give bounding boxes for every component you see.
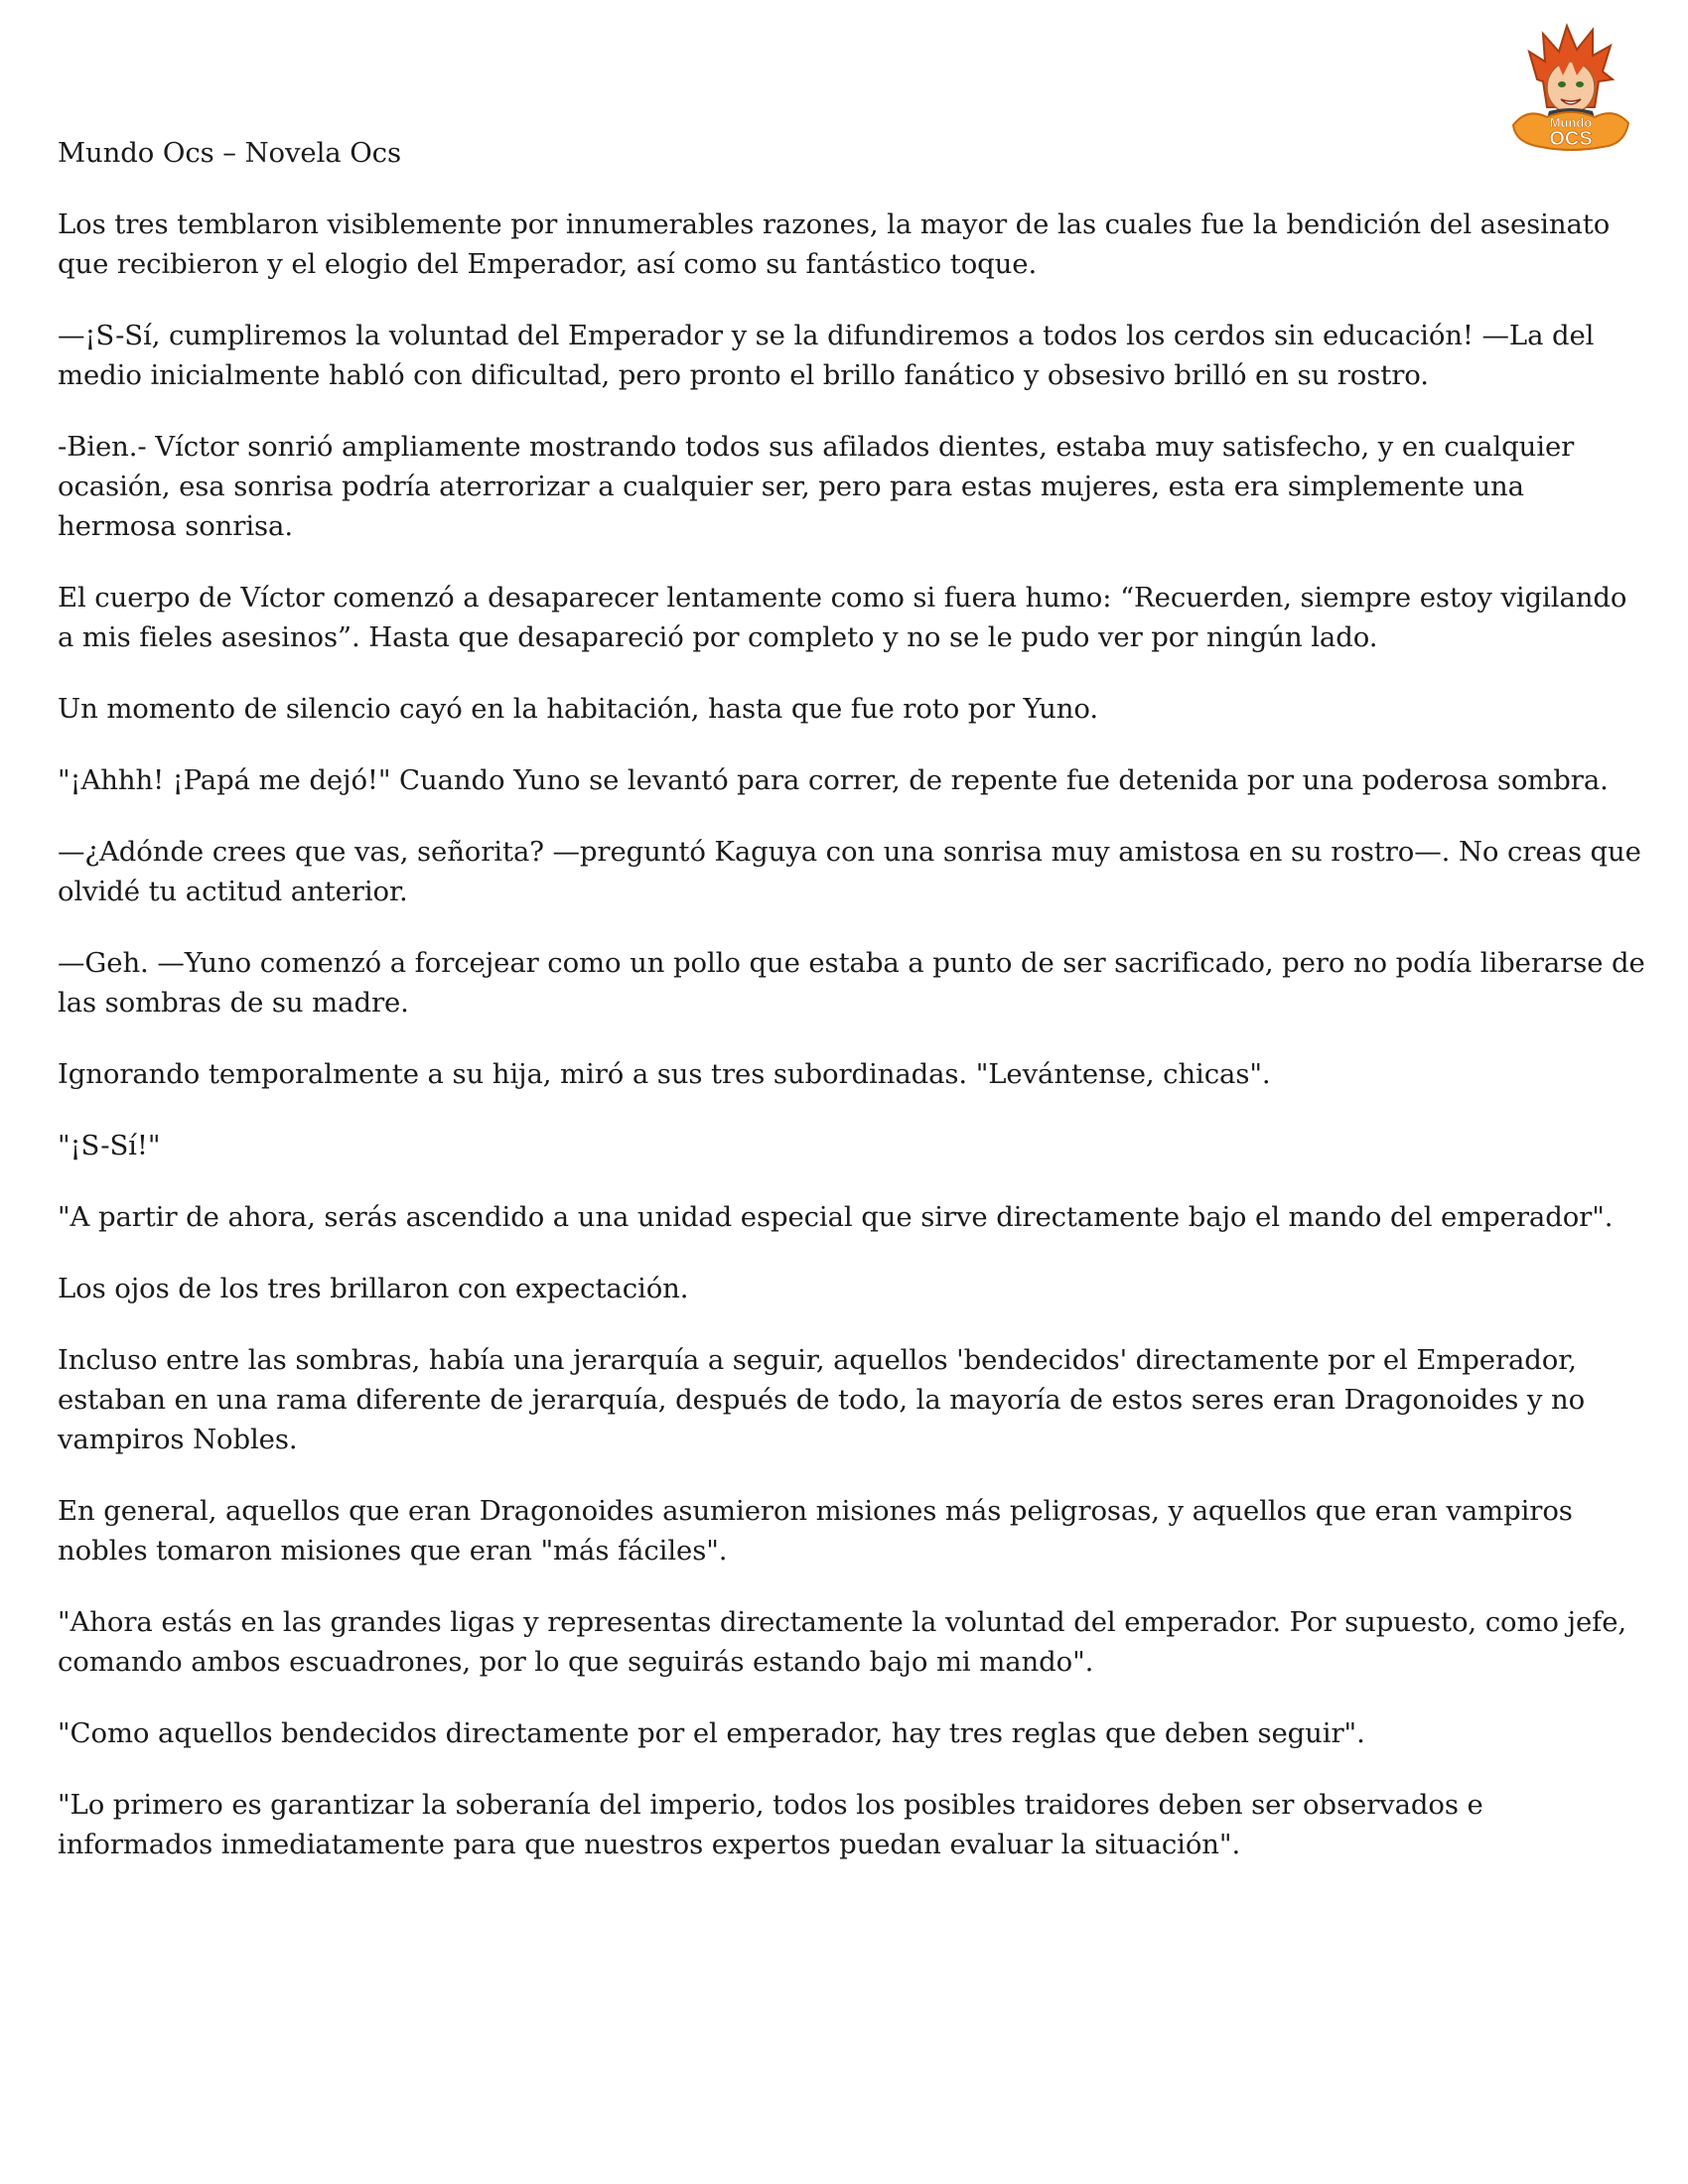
- logo-face: [1547, 62, 1595, 113]
- paragraph: Incluso entre las sombras, había una jerarquía a seguir, aquellos 'bendecidos' directamente por el Emperador, estaban en una rama diferente de jerarquía, después de todo, la mayoría de estos seres eran Dragonoides y no vampiros Nobles.: [58, 1344, 1586, 1455]
- paragraph: -Bien.- Víctor sonrió ampliamente mostrando todos sus afilados dientes, estaba muy satisfecho, y en cualquier ocasión, esa sonrisa podría aterrorizar a cualquier ser, pero para estas mujeres, esta era simplemente una hermosa sonrisa.: [58, 431, 1575, 542]
- paragraph: "A partir de ahora, serás ascendido a una unidad especial que sirve directamente bajo el mando del emperador".: [58, 1201, 1614, 1233]
- document-header: Mundo Ocs – Novela Ocs: [58, 137, 401, 169]
- paragraph: El cuerpo de Víctor comenzó a desaparecer lentamente como si fuera humo: “Recuerden, siempre estoy vigilando a mis fieles asesinos”. Hasta que desapareció por completo y no se le pudo ver por ningún lado.: [58, 582, 1627, 653]
- paragraph: En general, aquellos que eran Dragonoides asumieron misiones más peligrosas, y aquellos que eran vampiros nobles tomaron misiones que eran "más fáciles".: [58, 1495, 1573, 1567]
- paragraph: "¡S-Sí!": [58, 1130, 161, 1161]
- paragraph: "Ahora estás en las grandes ligas y representas directamente la voluntad del emperador. Por supuesto, como jefe, comando ambos escuadrones, por lo que seguirás estando bajo mi mando".: [58, 1606, 1627, 1678]
- paragraph: —¡S-Sí, cumpliremos la voluntad del Emperador y se la difundiremos a todos los cerdos sin educación! —La del medio inicialmente habló con dificultad, pero pronto el brillo fanático y obsesivo brilló en su rostro.: [58, 320, 1595, 391]
- paragraph: Los tres temblaron visiblemente por innumerables razones, la mayor de las cuales fue la bendición del asesinato que recibieron y el elogio del Emperador, así como su fantástico toque.: [58, 208, 1611, 280]
- paragraph: Un momento de silencio cayó en la habitación, hasta que fue roto por Yuno.: [58, 693, 1099, 725]
- paragraph: Los ojos de los tres brillaron con expectación.: [58, 1273, 689, 1304]
- paragraph: "Como aquellos bendecidos directamente por el emperador, hay tres reglas que deben seguir".: [58, 1717, 1365, 1749]
- paragraph: Ignorando temporalmente a su hija, miró a sus tres subordinadas. "Levántense, chicas".: [58, 1058, 1271, 1090]
- paragraph: —Geh. —Yuno comenzó a forcejear como un pollo que estaba a punto de ser sacrificado, pero no podía liberarse de las sombras de su madre.: [58, 947, 1645, 1019]
- paragraph: —¿Adónde crees que vas, señorita? —preguntó Kaguya con una sonrisa muy amistosa en su rostro—. No creas que olvidé tu actitud anterior.: [58, 836, 1641, 907]
- paragraph: "Lo primero es garantizar la soberanía del imperio, todos los posibles traidores deben ser observados e informados inmediatamente para que nuestros expertos puedan evaluar la situación".: [58, 1789, 1483, 1860]
- document-body: [58, 133, 1646, 1896]
- paragraph: "¡Ahhh! ¡Papá me dejó!" Cuando Yuno se levantó para correr, de repente fue detenida por una poderosa sombra.: [58, 764, 1609, 796]
- svg-text:Mundo: Mundo: [1549, 115, 1593, 130]
- svg-text:OCS: OCS: [1549, 128, 1593, 150]
